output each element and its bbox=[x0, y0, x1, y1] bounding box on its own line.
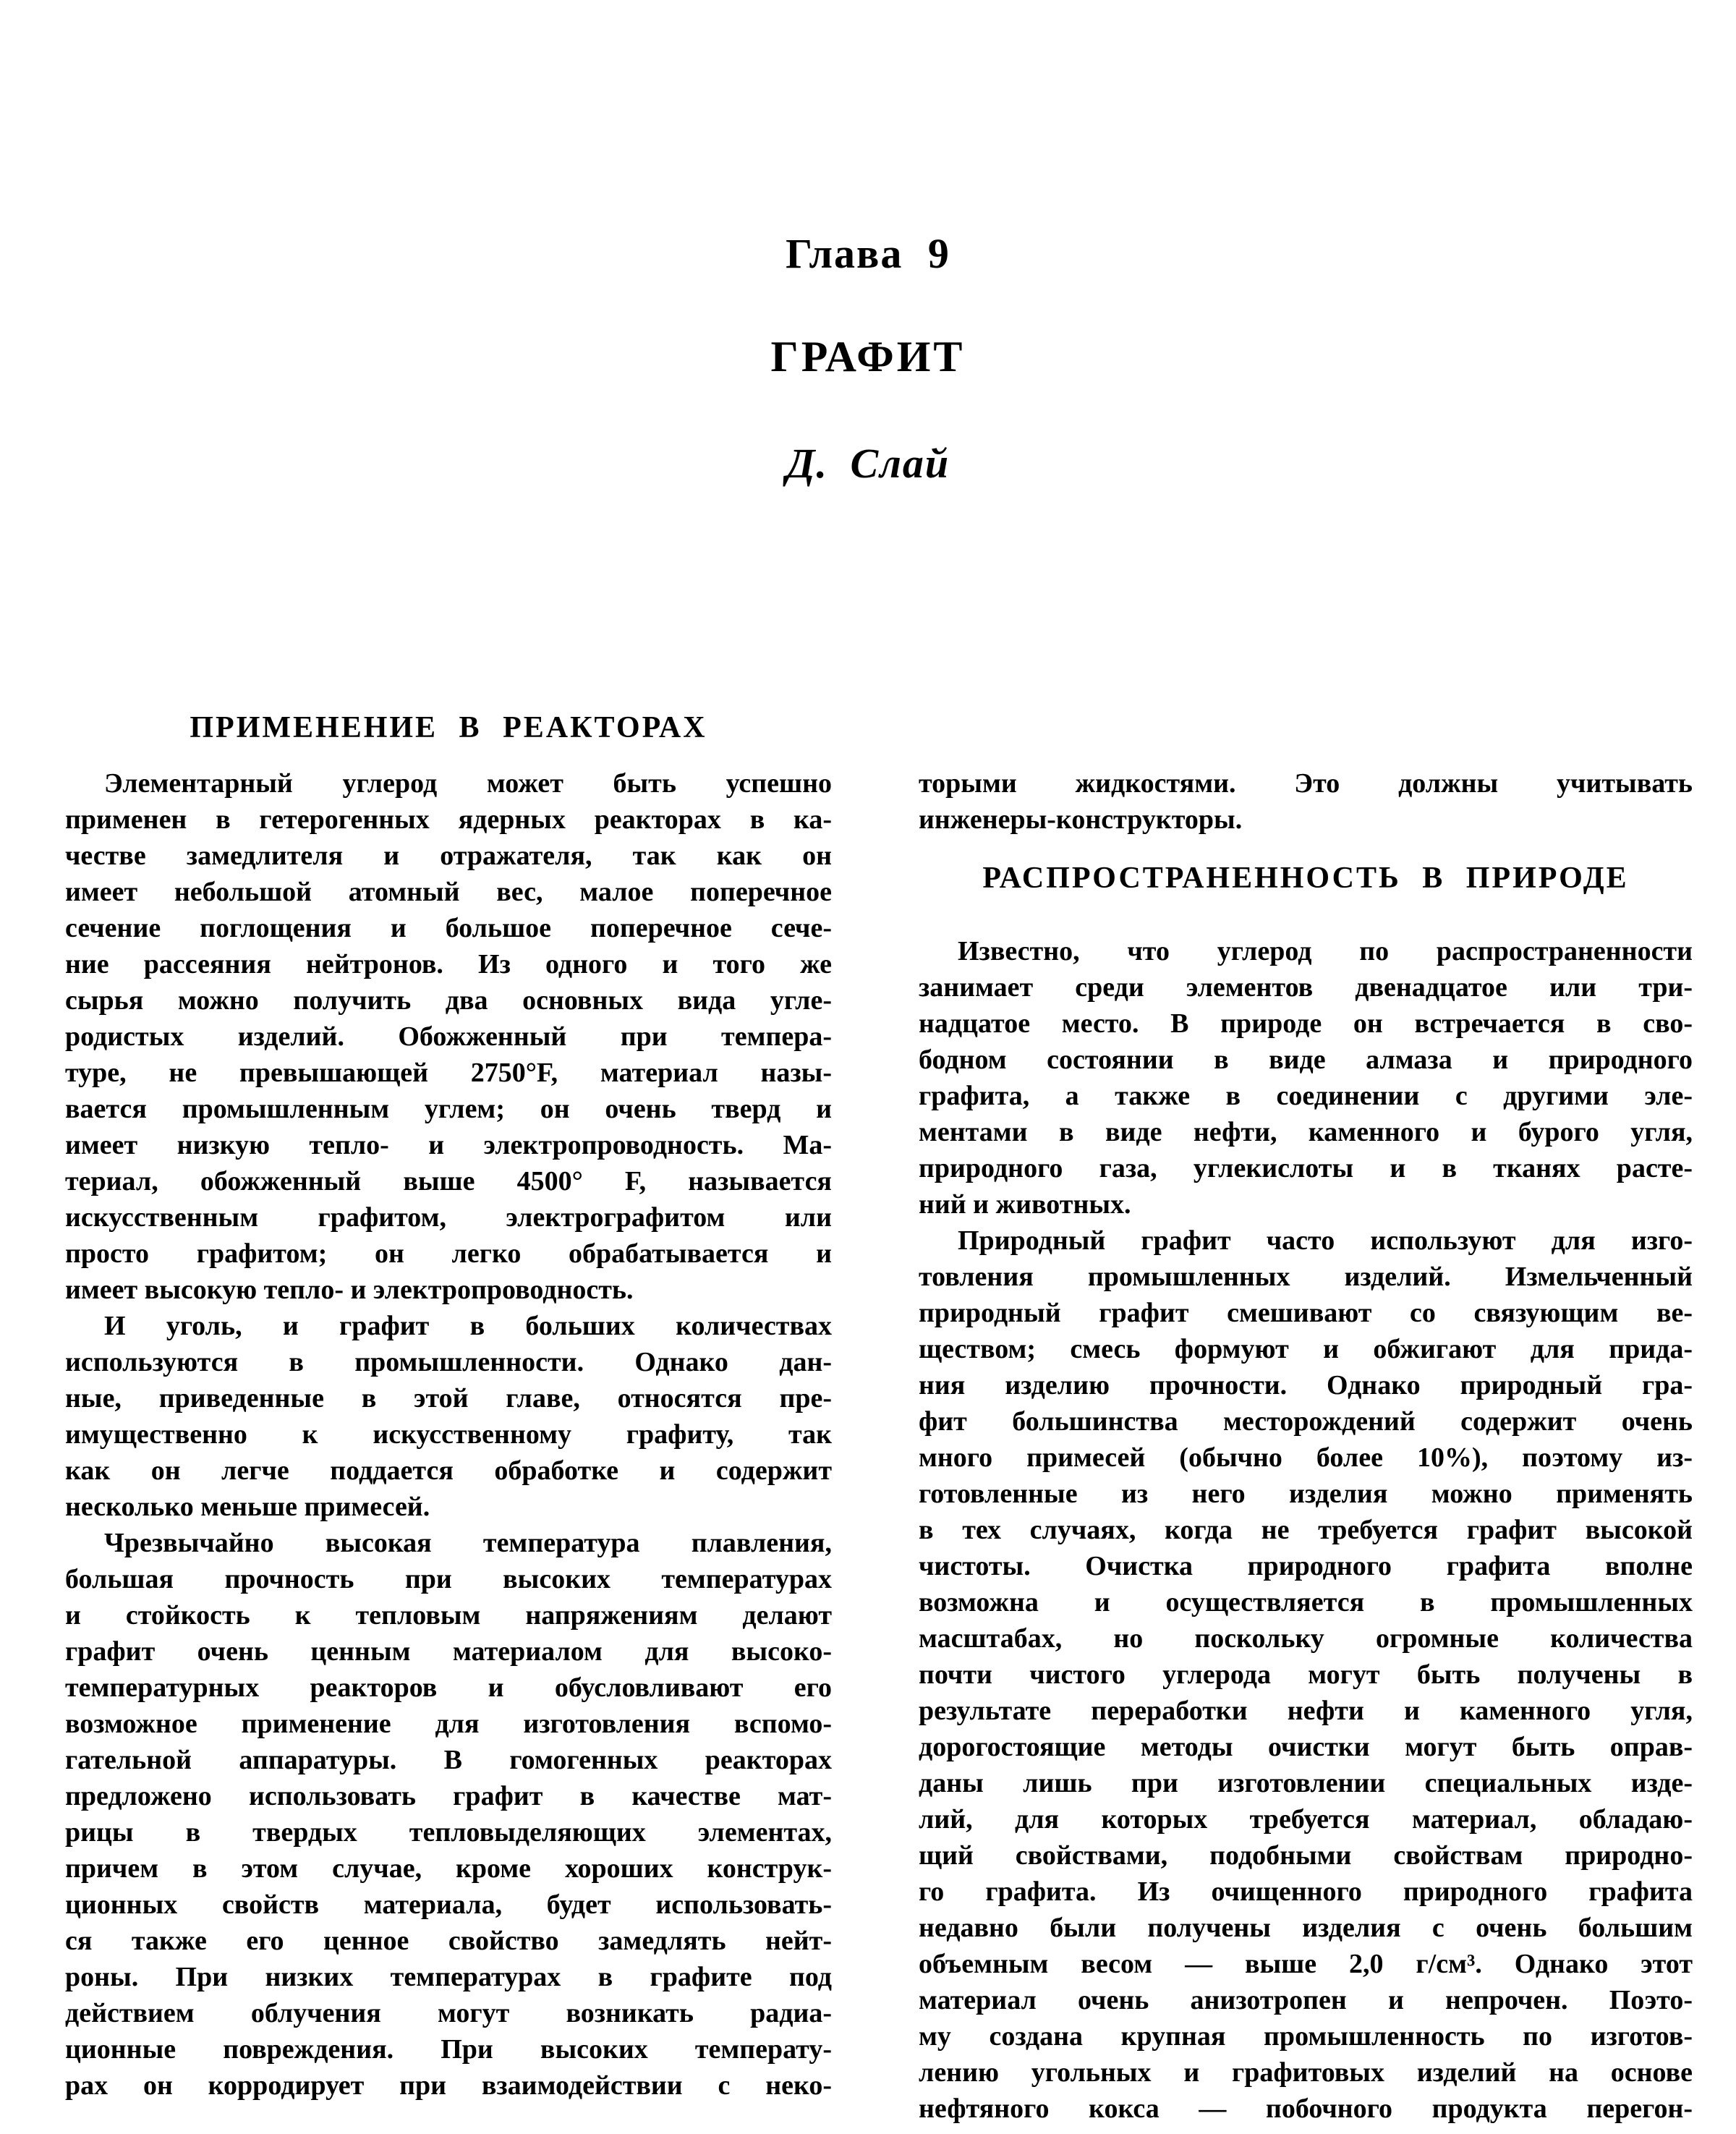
text-line: и стойкость к тепловым напряжениям делают bbox=[65, 1600, 832, 1631]
chapter-author: Д. Слай bbox=[786, 440, 950, 487]
text-line: много примесей (обычно более 10%), поэтому из- bbox=[919, 1442, 1693, 1473]
text-line: ние рассеяния нейтронов. Из одного и того же bbox=[65, 949, 832, 979]
text-line: результате переработки нефти и каменного угля, bbox=[919, 1696, 1693, 1726]
text-line: возможное применение для изготовления вспомо- bbox=[65, 1709, 832, 1739]
text-line: ментами в виде нефти, каменного и бурого угля, bbox=[919, 1117, 1693, 1147]
right-column-continuation bbox=[919, 765, 1693, 838]
text-line: имеет высокую тепло- и электропроводность. bbox=[65, 1275, 634, 1305]
text-line: сырья можно получить два основных вида угле- bbox=[65, 985, 832, 1016]
text-line: щий свойствами, подобными свойствам природно- bbox=[919, 1840, 1693, 1871]
text-line: рах он корродирует при взаимодействии с неко- bbox=[65, 2070, 832, 2101]
text-line: в тех случаях, когда не требуется графит высокой bbox=[919, 1515, 1693, 1545]
text-line: как он легче поддается обработке и содержит bbox=[65, 1455, 832, 1486]
text-line: применен в гетерогенных ядерных реакторах в ка- bbox=[65, 804, 832, 835]
text-line: родистых изделий. Обожженный при темпера- bbox=[65, 1021, 832, 1052]
text-line: честве замедлителя и отражателя, так как он bbox=[65, 841, 832, 871]
text-line: природный графит смешивают со связующим ве- bbox=[919, 1298, 1693, 1328]
text-line: Природный графит часто используют для изго- bbox=[958, 1225, 1693, 1256]
text-line: Известно, что углерод по распространенности bbox=[958, 936, 1693, 966]
chapter-label: Глава 9 bbox=[786, 230, 950, 277]
text-line: го графита. Из очищенного природного графита bbox=[919, 1876, 1693, 1907]
text-line: даны лишь при изготовлении специальных изде- bbox=[919, 1768, 1693, 1798]
text-line: дорогостоящие методы очистки могут быть оправ- bbox=[919, 1732, 1693, 1762]
text-line: несколько меньше примесей. bbox=[65, 1492, 430, 1522]
text-line: причем в этом случае, кроме хороших конструк- bbox=[65, 1853, 832, 1884]
paragraph bbox=[65, 1308, 832, 1525]
text-line: ционных свойств материала, будет использовать- bbox=[65, 1889, 832, 1920]
text-line: сечение поглощения и большое поперечное сече- bbox=[65, 913, 832, 943]
text-line: товления промышленных изделий. Измельченный bbox=[919, 1262, 1693, 1292]
text-line: недавно были получены изделия с очень большим bbox=[919, 1913, 1693, 1943]
text-line: чистоты. Очистка природного графита вполне bbox=[919, 1551, 1693, 1581]
text-line: имеет низкую тепло- и электропроводность. Ма- bbox=[65, 1130, 832, 1160]
text-line: туре, не превышающей 2750°F, материал назы- bbox=[65, 1058, 832, 1088]
text-line: ся также его ценное свойство замедлять нейт- bbox=[65, 1926, 832, 1956]
text-line: нефтяного кокса — побочного продукта перегон- bbox=[919, 2093, 1693, 2124]
text-line: рицы в твердых тепловыделяющих элементах, bbox=[65, 1817, 832, 1848]
section-heading-reactor-use: ПРИМЕНЕНИЕ В РЕАКТОРАХ bbox=[190, 711, 707, 744]
text-line: торыми жидкостями. Это должны учитывать bbox=[919, 768, 1693, 799]
text-line: имущественно к искусственному графиту, так bbox=[65, 1419, 832, 1450]
text-line: графит очень ценным материалом для высоко- bbox=[65, 1636, 832, 1667]
two-column-text bbox=[65, 710, 1693, 2127]
text-line: надцатое место. В природе он встречается в сво- bbox=[919, 1008, 1693, 1039]
text-line: лению угольных и графитовых изделий на основе bbox=[919, 2057, 1693, 2088]
right-column-body bbox=[919, 933, 1693, 2127]
text-line: фит большинства месторождений содержит очень bbox=[919, 1406, 1693, 1437]
text-line: предложено использовать графит в качестве мат- bbox=[65, 1781, 832, 1811]
text-line: масштабах, но поскольку огромные количества bbox=[919, 1623, 1693, 1654]
text-line: Элементарный углерод может быть успешно bbox=[104, 768, 832, 799]
text-line: действием облучения могут возникать радиа- bbox=[65, 1998, 832, 2028]
text-line: ционные повреждения. При высоких температу- bbox=[65, 2034, 832, 2065]
left-column bbox=[65, 710, 832, 2127]
text-line: бодном состоянии в виде алмаза и природного bbox=[919, 1045, 1693, 1075]
text-line: ществом; смесь формуют и обжигают для прида- bbox=[919, 1334, 1693, 1364]
text-line: ния изделию прочности. Однако природный гра- bbox=[919, 1370, 1693, 1400]
text-line: ний и животных. bbox=[919, 1189, 1131, 1220]
paragraph bbox=[65, 1525, 832, 2104]
paragraph bbox=[65, 765, 832, 1308]
text-line: лий, для которых требуется материал, обладаю- bbox=[919, 1804, 1693, 1835]
text-line: объемным весом — выше 2,0 г/см³. Однако этот bbox=[919, 1949, 1693, 1979]
text-line: му создана крупная промышленность по изготов- bbox=[919, 2021, 1693, 2052]
left-column-body bbox=[65, 765, 832, 2104]
text-line: большая прочность при высоких температурах bbox=[65, 1564, 832, 1594]
text-line: почти чистого углерода могут быть получены в bbox=[919, 1659, 1693, 1690]
section-heading-natural-occurrence: РАСПРОСТРАНЕННОСТЬ В ПРИРОДЕ bbox=[982, 862, 1629, 895]
text-line: териал, обожженный выше 4500° F, называется bbox=[65, 1166, 832, 1196]
text-line: просто графитом; он легко обрабатывается и bbox=[65, 1238, 832, 1269]
text-line: графита, а также в соединении с другими эле- bbox=[919, 1081, 1693, 1111]
text-line: И уголь, и графит в больших количествах bbox=[104, 1311, 832, 1341]
text-line: используются в промышленности. Однако дан- bbox=[65, 1347, 832, 1377]
text-line: роны. При низких температурах в графите под bbox=[65, 1962, 832, 1992]
paragraph bbox=[919, 765, 1693, 838]
text-line: готовленные из него изделия можно применять bbox=[919, 1479, 1693, 1509]
text-line: инженеры-конструкторы. bbox=[919, 804, 1243, 835]
paragraph bbox=[919, 1223, 1693, 2127]
text-line: ные, приведенные в этой главе, относятся пре- bbox=[65, 1383, 832, 1414]
paragraph bbox=[919, 933, 1693, 1223]
text-line: искусственным графитом, электрографитом или bbox=[65, 1202, 832, 1233]
text-line: Чрезвычайно высокая температура плавления, bbox=[104, 1528, 832, 1558]
text-line: возможна и осуществляется в промышленных bbox=[919, 1587, 1693, 1617]
right-column bbox=[919, 710, 1693, 2127]
text-line: температурных реакторов и обусловливают его bbox=[65, 1672, 832, 1703]
text-line: имеет небольшой атомный вес, малое поперечное bbox=[65, 877, 832, 907]
text-line: гательной аппаратуры. В гомогенных реакторах bbox=[65, 1745, 832, 1775]
text-line: природного газа, углекислоты и в тканях расте- bbox=[919, 1153, 1693, 1183]
text-line: вается промышленным углем; он очень тверд и bbox=[65, 1094, 832, 1124]
text-line: занимает среди элементов двенадцатое или три- bbox=[919, 972, 1693, 1003]
text-line: материал очень анизотропен и непрочен. Поэто- bbox=[919, 1985, 1693, 2015]
chapter-title: ГРАФИТ bbox=[770, 333, 966, 381]
